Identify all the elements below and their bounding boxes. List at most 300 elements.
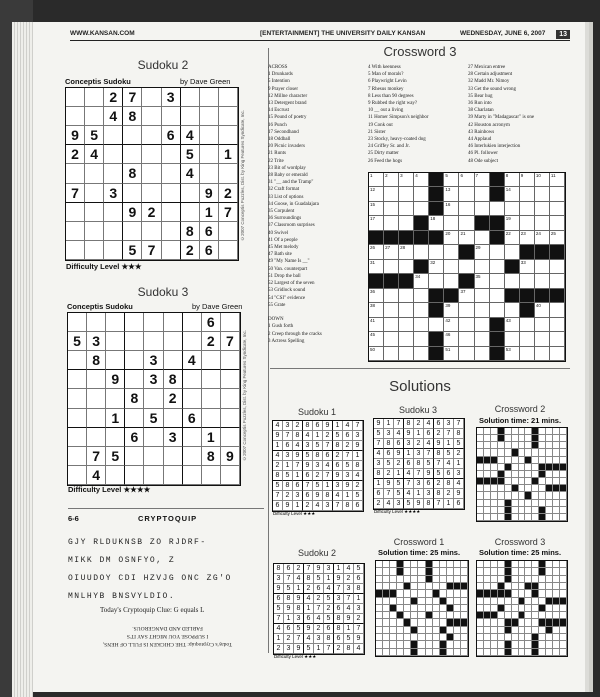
sudoku-cell[interactable]: 3 <box>87 332 106 351</box>
crossword-cell[interactable] <box>414 245 429 259</box>
sudoku-cell[interactable] <box>104 222 123 241</box>
sudoku-cell[interactable] <box>125 409 144 428</box>
sudoku-cell[interactable] <box>106 466 125 485</box>
sudoku-cell[interactable]: 3 <box>144 351 163 370</box>
sudoku-cell[interactable] <box>219 88 238 107</box>
sudoku-cell[interactable] <box>106 351 125 370</box>
sudoku-cell[interactable] <box>123 145 142 164</box>
crossword-cell[interactable] <box>550 318 565 332</box>
sudoku-cell[interactable] <box>144 313 163 332</box>
crossword-cell[interactable] <box>384 289 399 303</box>
sudoku-cell[interactable] <box>200 126 219 145</box>
sudoku-cell[interactable] <box>68 409 87 428</box>
sudoku-cell[interactable] <box>66 88 85 107</box>
crossword-cell[interactable] <box>444 202 459 216</box>
crossword-cell[interactable] <box>399 260 414 274</box>
sudoku-cell[interactable] <box>221 466 240 485</box>
sudoku-cell[interactable]: 4 <box>85 145 104 164</box>
crossword-cell[interactable] <box>369 332 384 346</box>
crossword-cell[interactable] <box>444 231 459 245</box>
crossword-cell[interactable] <box>384 318 399 332</box>
crossword-cell[interactable] <box>399 318 414 332</box>
sudoku-cell[interactable]: 1 <box>200 203 219 222</box>
crossword-cell[interactable] <box>414 187 429 201</box>
sudoku-cell[interactable] <box>142 88 161 107</box>
sudoku-cell[interactable]: 5 <box>144 409 163 428</box>
crossword-cell[interactable] <box>444 274 459 288</box>
crossword-cell[interactable] <box>535 187 550 201</box>
crossword-cell[interactable] <box>520 260 535 274</box>
sudoku-cell[interactable]: 7 <box>142 241 161 260</box>
sudoku-cell[interactable] <box>221 370 240 389</box>
sudoku3-grid[interactable] <box>67 312 241 486</box>
sudoku-cell[interactable] <box>66 203 85 222</box>
crossword-cell[interactable] <box>490 245 505 259</box>
sudoku-cell[interactable]: 2 <box>219 184 238 203</box>
sudoku-cell[interactable] <box>219 107 238 126</box>
crossword-cell[interactable] <box>399 303 414 317</box>
crossword-cell[interactable] <box>414 332 429 346</box>
crossword-cell[interactable] <box>505 187 520 201</box>
crossword-cell[interactable] <box>520 216 535 230</box>
sudoku-cell[interactable]: 1 <box>219 145 238 164</box>
sudoku-cell[interactable] <box>125 466 144 485</box>
crossword-cell[interactable] <box>369 173 384 187</box>
crossword-cell[interactable] <box>429 274 444 288</box>
sudoku-cell[interactable]: 7 <box>123 88 142 107</box>
sudoku-cell[interactable] <box>221 313 240 332</box>
crossword-cell[interactable] <box>369 216 384 230</box>
crossword-cell[interactable] <box>384 187 399 201</box>
crossword-cell[interactable] <box>520 173 535 187</box>
sudoku-cell[interactable] <box>181 88 200 107</box>
sudoku-cell[interactable]: 8 <box>164 370 183 389</box>
solution-cell <box>546 492 553 499</box>
crossword-cell[interactable] <box>369 187 384 201</box>
sudoku-cell[interactable] <box>181 203 200 222</box>
crossword-cell[interactable] <box>535 260 550 274</box>
crossword-cell[interactable] <box>369 289 384 303</box>
crossword-cell[interactable] <box>459 173 474 187</box>
sudoku-cell[interactable] <box>104 203 123 222</box>
crossword-cell[interactable] <box>475 303 490 317</box>
sudoku-cell[interactable] <box>68 447 87 466</box>
sudoku-cell[interactable] <box>123 126 142 145</box>
sudoku-cell[interactable]: 2 <box>202 332 221 351</box>
sudoku-cell[interactable]: 5 <box>181 145 200 164</box>
sudoku-cell[interactable] <box>66 164 85 183</box>
sudoku-cell[interactable]: 8 <box>87 351 106 370</box>
crossword-cell[interactable] <box>384 202 399 216</box>
sudoku-cell[interactable] <box>162 164 181 183</box>
sudoku-cell[interactable] <box>68 351 87 370</box>
crossword-cell[interactable] <box>459 187 474 201</box>
crossword-cell[interactable] <box>369 202 384 216</box>
crossword-cell[interactable] <box>384 260 399 274</box>
sudoku-cell[interactable] <box>85 164 104 183</box>
sudoku-cell[interactable]: 7 <box>87 447 106 466</box>
crossword-cell[interactable] <box>550 260 565 274</box>
crossword-cell[interactable] <box>444 332 459 346</box>
crossword-cell[interactable] <box>459 202 474 216</box>
crossword-cell[interactable] <box>459 260 474 274</box>
crossword-cell[interactable] <box>414 173 429 187</box>
sudoku2-grid[interactable] <box>65 87 239 261</box>
sudoku-cell[interactable] <box>219 222 238 241</box>
sudoku-cell[interactable] <box>202 370 221 389</box>
crossword-black-square <box>490 332 505 346</box>
sudoku-cell[interactable] <box>142 164 161 183</box>
crossword-cell[interactable] <box>475 347 490 361</box>
sudoku-cell[interactable]: 1 <box>106 409 125 428</box>
sudoku-cell[interactable]: 2 <box>164 389 183 408</box>
sudoku-cell[interactable] <box>106 332 125 351</box>
crossword-cell[interactable] <box>399 289 414 303</box>
crossword-cell[interactable] <box>399 202 414 216</box>
sudoku-cell[interactable]: 8 <box>202 447 221 466</box>
crossword-cell[interactable] <box>399 332 414 346</box>
sudoku-cell[interactable] <box>162 145 181 164</box>
crossword-cell[interactable] <box>505 245 520 259</box>
crossword-cell[interactable] <box>505 274 520 288</box>
crossword-cell[interactable] <box>414 202 429 216</box>
crossword-cell[interactable] <box>475 202 490 216</box>
crossword-cell[interactable] <box>505 332 520 346</box>
crossword-cell[interactable] <box>475 289 490 303</box>
crossword-cell[interactable] <box>505 216 520 230</box>
sudoku-cell[interactable]: 2 <box>104 88 123 107</box>
crossword-cell[interactable] <box>429 260 444 274</box>
crossword-cell[interactable] <box>535 274 550 288</box>
crossword-cell[interactable] <box>535 216 550 230</box>
crossword-cell[interactable] <box>475 231 490 245</box>
sudoku-cell[interactable] <box>85 184 104 203</box>
crossword-cell[interactable] <box>399 173 414 187</box>
sudoku-cell[interactable] <box>200 164 219 183</box>
crossword-cell[interactable] <box>459 347 474 361</box>
sudoku-cell[interactable]: 9 <box>106 370 125 389</box>
crossword-cell[interactable] <box>535 202 550 216</box>
crossword-cell[interactable] <box>490 202 505 216</box>
crossword-cell[interactable] <box>520 332 535 346</box>
sudoku-cell[interactable] <box>219 126 238 145</box>
crossword-cell[interactable] <box>550 187 565 201</box>
crossword-cell[interactable] <box>550 347 565 361</box>
crossword-cell[interactable] <box>490 303 505 317</box>
crossword-cell[interactable] <box>459 318 474 332</box>
crossword-cell[interactable] <box>369 347 384 361</box>
sudoku-cell[interactable] <box>106 428 125 447</box>
crossword-cell[interactable] <box>414 289 429 303</box>
crossword-cell[interactable] <box>459 289 474 303</box>
crossword-cell[interactable] <box>399 216 414 230</box>
crossword-cell[interactable] <box>520 274 535 288</box>
sudoku-cell[interactable] <box>183 389 202 408</box>
sudoku-cell[interactable] <box>219 241 238 260</box>
crossword-cell[interactable] <box>505 347 520 361</box>
crossword-cell[interactable] <box>399 245 414 259</box>
crossword-cell[interactable] <box>384 245 399 259</box>
sudoku-cell[interactable] <box>66 222 85 241</box>
sudoku-cell[interactable] <box>66 107 85 126</box>
sudoku-cell[interactable]: 4 <box>183 351 202 370</box>
crossword3-grid[interactable] <box>368 172 566 362</box>
sudoku-cell[interactable] <box>125 313 144 332</box>
crossword-cell[interactable] <box>535 231 550 245</box>
crossword-cell[interactable] <box>535 332 550 346</box>
sudoku-cell[interactable] <box>183 428 202 447</box>
sudoku-cell[interactable] <box>164 447 183 466</box>
sudoku-cell[interactable] <box>85 107 104 126</box>
sudoku-cell[interactable]: 9 <box>66 126 85 145</box>
crossword-cell[interactable] <box>520 347 535 361</box>
crossword-cell[interactable] <box>520 231 535 245</box>
crossword-cell[interactable] <box>384 332 399 346</box>
sudoku-cell[interactable]: 8 <box>125 389 144 408</box>
sudoku-cell[interactable] <box>125 370 144 389</box>
sudoku-cell[interactable] <box>68 370 87 389</box>
sudoku-cell[interactable] <box>104 241 123 260</box>
sudoku-cell[interactable] <box>104 145 123 164</box>
sudoku-cell[interactable] <box>221 409 240 428</box>
crossword-cell[interactable] <box>459 216 474 230</box>
sudoku-cell[interactable] <box>87 313 106 332</box>
sudoku-cell[interactable]: 2 <box>66 145 85 164</box>
sudoku-cell[interactable]: 5 <box>85 126 104 145</box>
sudoku-cell[interactable] <box>85 203 104 222</box>
sudoku-cell[interactable] <box>142 222 161 241</box>
crossword-cell[interactable] <box>505 173 520 187</box>
crossword-cell[interactable] <box>414 347 429 361</box>
crossword-cell[interactable] <box>505 202 520 216</box>
sudoku-cell[interactable]: 1 <box>202 428 221 447</box>
crossword-cell[interactable] <box>535 347 550 361</box>
crossword-cell[interactable] <box>505 231 520 245</box>
sudoku-cell[interactable]: 5 <box>68 332 87 351</box>
crossword-cell[interactable] <box>490 274 505 288</box>
crossword-cell[interactable] <box>444 216 459 230</box>
sudoku-cell[interactable] <box>142 107 161 126</box>
sudoku-cell[interactable] <box>164 409 183 428</box>
sudoku-cell[interactable]: 6 <box>200 222 219 241</box>
crossword-cell[interactable] <box>505 318 520 332</box>
crossword-cell[interactable] <box>535 303 550 317</box>
crossword-cell[interactable] <box>444 318 459 332</box>
sudoku-cell[interactable] <box>164 351 183 370</box>
sudoku-cell[interactable]: 9 <box>123 203 142 222</box>
sudoku-cell[interactable] <box>162 203 181 222</box>
sudoku-cell[interactable] <box>125 447 144 466</box>
crossword-cell[interactable] <box>399 347 414 361</box>
sudoku-cell[interactable] <box>202 351 221 370</box>
sudoku-cell[interactable]: 3 <box>144 370 163 389</box>
crossword-cell[interactable] <box>459 231 474 245</box>
sudoku-cell[interactable] <box>183 447 202 466</box>
sudoku-cell[interactable] <box>162 241 181 260</box>
sudoku-cell[interactable] <box>144 332 163 351</box>
sudoku-cell[interactable]: 3 <box>162 88 181 107</box>
crossword-cell[interactable] <box>550 202 565 216</box>
sudoku-cell[interactable] <box>162 107 181 126</box>
sudoku-cell[interactable] <box>142 126 161 145</box>
sudoku-cell[interactable] <box>183 466 202 485</box>
sudoku-cell[interactable]: 5 <box>123 241 142 260</box>
sudoku-cell[interactable] <box>106 389 125 408</box>
crossword-cell[interactable] <box>475 274 490 288</box>
sudoku-cell[interactable]: 2 <box>142 203 161 222</box>
sudoku-cell[interactable]: 4 <box>181 126 200 145</box>
sudoku-cell[interactable] <box>87 428 106 447</box>
sudoku-cell[interactable]: 8 <box>181 222 200 241</box>
crossword-cell[interactable] <box>490 260 505 274</box>
crossword-cell[interactable] <box>550 231 565 245</box>
sudoku-cell[interactable] <box>221 389 240 408</box>
crossword-cell[interactable] <box>384 173 399 187</box>
crossword-cell[interactable] <box>429 318 444 332</box>
crossword-cell[interactable] <box>475 318 490 332</box>
sudoku-cell[interactable] <box>123 184 142 203</box>
crossword-cell[interactable] <box>520 318 535 332</box>
crossword-cell[interactable] <box>550 303 565 317</box>
sudoku-cell[interactable] <box>104 164 123 183</box>
sudoku-cell[interactable] <box>181 107 200 126</box>
sudoku-cell[interactable] <box>123 222 142 241</box>
sudoku-cell[interactable]: 8 <box>123 107 142 126</box>
sudoku-cell[interactable] <box>104 126 123 145</box>
crossword-cell[interactable] <box>399 187 414 201</box>
crossword-cell[interactable] <box>475 332 490 346</box>
sudoku-cell[interactable] <box>125 351 144 370</box>
sudoku-cell[interactable] <box>221 428 240 447</box>
crossword-cell[interactable] <box>429 216 444 230</box>
crossword-cell[interactable] <box>550 216 565 230</box>
crossword-cell[interactable] <box>444 173 459 187</box>
crossword-cell[interactable] <box>429 245 444 259</box>
sudoku-cell[interactable] <box>181 184 200 203</box>
sudoku-cell[interactable]: 7 <box>219 203 238 222</box>
sudoku-cell[interactable] <box>87 409 106 428</box>
sudoku-cell[interactable] <box>202 389 221 408</box>
sudoku-cell[interactable]: 4 <box>104 107 123 126</box>
crossword-cell[interactable] <box>369 318 384 332</box>
sudoku-cell[interactable] <box>68 428 87 447</box>
sudoku-cell[interactable] <box>144 428 163 447</box>
sudoku-cell[interactable] <box>183 332 202 351</box>
crossword-cell[interactable] <box>444 245 459 259</box>
sudoku-cell[interactable] <box>200 88 219 107</box>
crossword-cell[interactable] <box>444 303 459 317</box>
sudoku-cell[interactable] <box>144 466 163 485</box>
crossword-cell[interactable] <box>475 260 490 274</box>
sudoku-cell[interactable]: 4 <box>87 466 106 485</box>
sudoku-cell[interactable]: 6 <box>125 428 144 447</box>
crossword-cell[interactable] <box>414 274 429 288</box>
crossword-cell[interactable] <box>384 303 399 317</box>
crossword-cell[interactable] <box>384 216 399 230</box>
sudoku-cell[interactable] <box>85 241 104 260</box>
sudoku-cell[interactable] <box>68 466 87 485</box>
sudoku-cell[interactable] <box>85 88 104 107</box>
crossword-cell[interactable] <box>369 303 384 317</box>
solution-cell <box>404 641 411 648</box>
crossword-cell[interactable] <box>505 303 520 317</box>
crossword-cell[interactable] <box>520 187 535 201</box>
sudoku-cell[interactable] <box>162 222 181 241</box>
sudoku-cell[interactable] <box>221 351 240 370</box>
crossword-cell[interactable] <box>550 332 565 346</box>
crossword-cell[interactable] <box>369 245 384 259</box>
sudoku-cell[interactable]: 6 <box>200 241 219 260</box>
sudoku-cell[interactable] <box>87 389 106 408</box>
sudoku-cell[interactable]: 6 <box>183 409 202 428</box>
sudoku-cell[interactable] <box>85 222 104 241</box>
sudoku-cell[interactable] <box>142 184 161 203</box>
crossword-cell[interactable] <box>475 187 490 201</box>
sudoku-cell[interactable] <box>87 370 106 389</box>
sudoku-cell[interactable] <box>68 313 87 332</box>
sudoku-cell[interactable] <box>202 409 221 428</box>
sudoku-cell[interactable]: 4 <box>181 164 200 183</box>
crossword-cell[interactable] <box>414 303 429 317</box>
sudoku-cell[interactable]: 7 <box>66 184 85 203</box>
sudoku-cell[interactable]: 2 <box>181 241 200 260</box>
crossword-cell[interactable] <box>459 303 474 317</box>
crossword-cell[interactable] <box>535 318 550 332</box>
sudoku-cell[interactable]: 7 <box>221 332 240 351</box>
sudoku-cell[interactable]: 3 <box>104 184 123 203</box>
crossword-cell[interactable] <box>414 318 429 332</box>
sudoku-cell[interactable] <box>183 370 202 389</box>
crossword-cell[interactable] <box>444 260 459 274</box>
crossword-cell[interactable] <box>475 245 490 259</box>
sudoku-cell[interactable] <box>164 332 183 351</box>
crossword-cell[interactable] <box>535 173 550 187</box>
sudoku-cell[interactable]: 6 <box>202 313 221 332</box>
sudoku-cell[interactable]: 5 <box>106 447 125 466</box>
sudoku-cell[interactable] <box>66 241 85 260</box>
sudoku-cell[interactable] <box>68 389 87 408</box>
sudoku-cell[interactable] <box>106 313 125 332</box>
sudoku-cell[interactable] <box>202 466 221 485</box>
sudoku-cell[interactable]: 8 <box>123 164 142 183</box>
crossword-cell[interactable] <box>490 289 505 303</box>
crossword-cell[interactable] <box>550 173 565 187</box>
sudoku-cell[interactable] <box>183 313 202 332</box>
crossword-cell[interactable] <box>444 347 459 361</box>
crossword-cell[interactable] <box>520 202 535 216</box>
sudoku-cell[interactable]: 9 <box>200 184 219 203</box>
sudoku-cell[interactable] <box>164 313 183 332</box>
sudoku-cell[interactable]: 6 <box>162 126 181 145</box>
sudoku-cell[interactable] <box>200 107 219 126</box>
sudoku-cell[interactable] <box>162 184 181 203</box>
sudoku-cell[interactable] <box>144 389 163 408</box>
crossword-cell[interactable] <box>384 347 399 361</box>
crossword-cell[interactable] <box>459 332 474 346</box>
sudoku-cell[interactable] <box>200 145 219 164</box>
sudoku-cell[interactable] <box>144 447 163 466</box>
sudoku-cell[interactable] <box>164 466 183 485</box>
crossword-cell[interactable] <box>475 173 490 187</box>
crossword-cell[interactable] <box>369 260 384 274</box>
sudoku-cell[interactable] <box>219 164 238 183</box>
sudoku-cell[interactable]: 9 <box>221 447 240 466</box>
sudoku-cell[interactable] <box>125 332 144 351</box>
crossword-cell[interactable] <box>550 274 565 288</box>
sudoku-cell[interactable] <box>142 145 161 164</box>
crossword-cell[interactable] <box>444 187 459 201</box>
sudoku-cell[interactable]: 3 <box>164 428 183 447</box>
